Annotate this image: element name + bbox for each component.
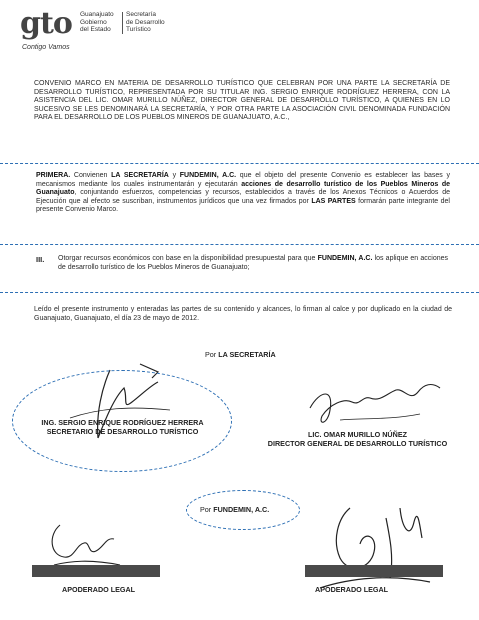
apoderado-legal-right: APODERADO LEGAL: [315, 585, 389, 594]
logo-mark: gto: [20, 6, 72, 41]
clause-label: PRIMERA.: [36, 172, 71, 179]
redaction-bar-right: [305, 565, 443, 577]
clause-primera: PRIMERA. Convienen LA SECRETARÍA y FUNDEMIN, A.C. que el objeto del presente Convenio es establecer las bases y mecanismos mediante los cuales instrumentarán y ejecutarán acciones de desarrollo turístico de los Pueblos Mineros de Guanajuato, conjuntando esfuerzos, competencias y recursos, establecidos a través de los Anexos Técnicos o Acuerdos de Ejecución que al efecto se suscriban, instrumentos jurídicos que una vez firmados por LAS PARTES formarán parte integrante del presente Convenio Marco.: [36, 172, 450, 214]
government-logo: [20, 6, 170, 66]
signer-left-name: ING. SERGIO ENRIQUE RODRÍGUEZ HERRERA SECRETARIO DE DESARROLLO TURÍSTICO: [41, 418, 204, 436]
annotation-dashed-line: [0, 292, 479, 293]
redaction-bar-left: [32, 565, 160, 577]
logo-divider: [122, 12, 123, 34]
apoderado-legal-left: APODERADO LEGAL: [62, 585, 136, 594]
clause-iii: Otorgar recursos económicos con base en la disponibilidad presupuestal para que FUNDEMIN, A.C. los aplique en acciones de desarrollo turístico de los Pueblos Mineros de Guanajuato;: [58, 255, 448, 271]
por-secretaria-label: Por LA SECRETARÍA: [205, 350, 276, 359]
por-fundemin-label: Por FUNDEMIN, A.C.: [200, 505, 270, 514]
logo-state-text: Guanajuato Gobierno del Estado: [80, 11, 114, 33]
signer-right-name: LIC. OMAR MURILLO NÚÑEZ DIRECTOR GENERAL DE DESARROLLO TURÍSTICO: [267, 430, 448, 448]
signature-apoderado-right: [290, 478, 450, 598]
annotation-dashed-line: [0, 163, 479, 164]
intro-paragraph: CONVENIO MARCO EN MATERIA DE DESARROLLO TURÍSTICO QUE CELEBRAN POR UNA PARTE LA SECRETARÍA DE DESARROLLO TURÍSTICO, REPRESENTADA POR SU TITULAR ING. SERGIO ENRIQUE RODRÍGUEZ HERRERA, CON LA ASISTENCIA DEL LIC. OMAR MURILLO NÚÑEZ, DIRECTOR GENERAL DE DESARROLLO TURÍSTICO, A QUIENES EN LO SUCESIVO SE LES DENOMINARÁ LA SECRETARÍA, Y POR OTRA PARTE LA ASOCIACIÓN CIVIL DENOMINADA FUNDACIÓN PARA EL DESARROLLO DE LOS PUEBLOS MINEROS DE GUANAJUATO, A.C.,: [34, 80, 450, 122]
logo-slogan: Contigo Vamos: [22, 44, 70, 51]
annotation-dashed-line: [0, 244, 479, 245]
logo-secretaria-text: Secretaría de Desarrollo Turístico: [126, 11, 165, 33]
closing-paragraph: Leído el presente instrumento y enteradas las partes de su contenido y alcances, lo firman al calce y por duplicado en la ciudad de Guanajuato, Guanajuato, el día 23 de mayo de 2012.: [34, 306, 452, 322]
clause-number: III.: [36, 255, 45, 264]
